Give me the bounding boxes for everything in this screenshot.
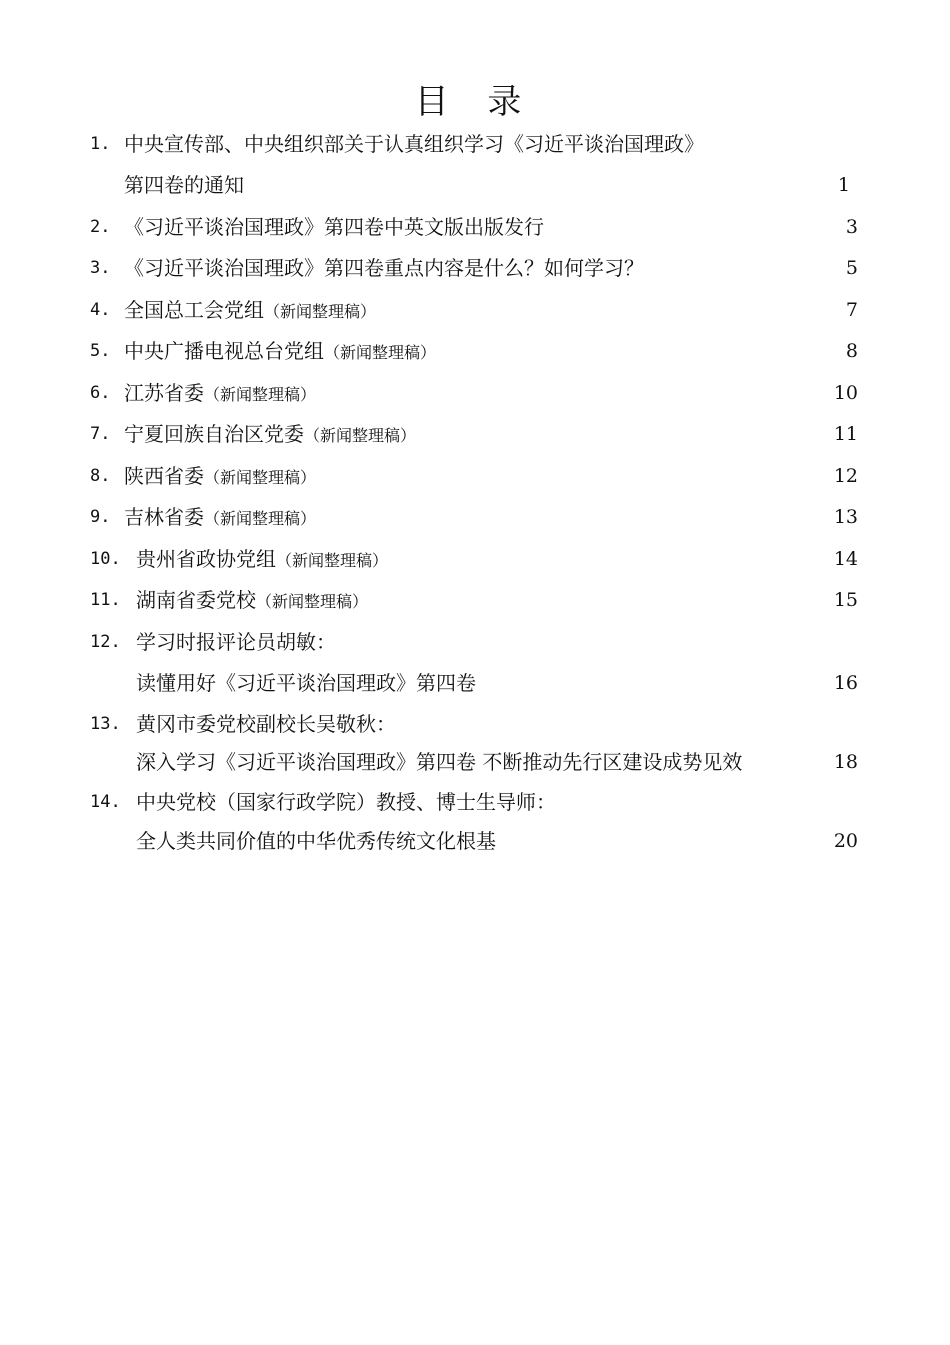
toc-title — [124, 373, 316, 415]
toc-page-number: 1 — [837, 174, 850, 196]
toc-page-number: 5 — [845, 257, 858, 279]
toc-title-main: 贵州省政协党组 — [136, 547, 276, 571]
toc-page-number: 10 — [833, 382, 858, 404]
toc-title — [136, 580, 368, 622]
toc-title: 黄冈市委党校副校长吴敬秋： — [136, 712, 396, 736]
toc-title-cont: 深入学习《习近平谈治国理政》第四卷 不断推动先行区建设成势见效 — [136, 750, 743, 774]
toc-number: 9. — [90, 507, 111, 527]
toc-entry-12-cont — [0, 663, 950, 704]
toc-page-number: 3 — [845, 216, 858, 238]
toc-entry-13-cont — [0, 742, 950, 783]
toc-entry-5 — [0, 331, 950, 372]
toc-title — [124, 456, 316, 498]
toc-title-main: 宁夏回族自治区党委 — [124, 422, 304, 446]
toc-title-cont: 全人类共同价值的中华优秀传统文化根基 — [136, 829, 496, 853]
toc-title — [124, 414, 416, 456]
toc-title-cont: 读懂用好《习近平谈治国理政》第四卷 — [136, 671, 476, 695]
toc-title: 《习近平谈治国理政》第四卷中英文版出版发行 — [124, 215, 544, 239]
toc-entry-11 — [0, 580, 950, 621]
toc-title-main: 全国总工会党组 — [124, 298, 264, 322]
toc-title: 中央宣传部、中央组织部关于认真组织学习《习近平谈治国理政》 — [124, 132, 704, 156]
toc-title — [124, 497, 316, 539]
toc-entry-7 — [0, 414, 950, 455]
page-title: 目 录 — [414, 82, 536, 122]
toc-number: 12. — [90, 632, 121, 652]
toc-page-number: 13 — [833, 506, 858, 528]
toc-title-note: （新闻整理稿） — [204, 385, 317, 404]
toc-title-note: （新闻整理稿） — [264, 302, 377, 321]
toc-title-main: 中央广播电视总台党组 — [124, 339, 324, 363]
toc-title-note: （新闻整理稿） — [204, 468, 317, 487]
toc-entry-4 — [0, 290, 950, 331]
toc-title: 学习时报评论员胡敏： — [136, 630, 336, 654]
toc-title-main: 陕西省委 — [124, 464, 204, 488]
toc-title-cont: 第四卷的通知 — [124, 173, 244, 197]
toc-number: 11. — [90, 590, 121, 610]
toc-page-number: 14 — [833, 548, 858, 570]
toc-entry-10 — [0, 539, 950, 580]
toc-entry-8 — [0, 456, 950, 497]
toc-entry-1 — [0, 124, 950, 165]
toc-number: 4. — [90, 300, 111, 320]
toc-page-number: 15 — [833, 589, 858, 611]
toc-number: 14. — [90, 792, 121, 812]
toc-number: 5. — [90, 341, 111, 361]
toc-entry-14 — [0, 782, 950, 823]
toc-entry-2 — [0, 207, 950, 248]
toc-number: 1. — [90, 134, 111, 154]
toc-number: 3. — [90, 258, 111, 278]
toc-title: 中央党校（国家行政学院）教授、博士生导师： — [136, 790, 556, 814]
toc-entry-3 — [0, 248, 950, 289]
toc-title — [124, 331, 436, 373]
toc-number: 7. — [90, 424, 111, 444]
toc-title-main: 吉林省委 — [124, 505, 204, 529]
toc-title-main: 湖南省委党校 — [136, 588, 256, 612]
toc-title-note: （新闻整理稿） — [204, 509, 317, 528]
toc-title-note: （新闻整理稿） — [276, 551, 389, 570]
toc-number: 6. — [90, 383, 111, 403]
toc-title-note: （新闻整理稿） — [256, 592, 369, 611]
toc-page-number: 7 — [845, 299, 858, 321]
toc-title-main: 江苏省委 — [124, 381, 204, 405]
toc-page-number: 8 — [845, 340, 858, 362]
toc-title-note: （新闻整理稿） — [324, 343, 437, 362]
toc-title: 《习近平谈治国理政》第四卷重点内容是什么？如何学习？ — [124, 256, 644, 280]
toc-page-number: 16 — [833, 672, 858, 694]
toc-page-number: 18 — [833, 751, 858, 773]
toc-page-number: 12 — [833, 465, 858, 487]
toc-entry-14-cont — [0, 821, 950, 862]
toc-number: 10. — [90, 549, 121, 569]
toc-entry-9 — [0, 497, 950, 538]
toc-entry-13 — [0, 704, 950, 745]
toc-page-number: 20 — [833, 830, 858, 852]
toc-entry-1-cont — [0, 165, 950, 206]
toc-title — [136, 539, 388, 581]
toc-number: 8. — [90, 466, 111, 486]
toc-page-number: 11 — [833, 423, 858, 445]
toc-entry-6 — [0, 373, 950, 414]
toc-number: 13. — [90, 714, 121, 734]
toc-title-note: （新闻整理稿） — [304, 426, 417, 445]
toc-title — [124, 290, 376, 332]
toc-number: 2. — [90, 217, 111, 237]
toc-entry-12 — [0, 622, 950, 663]
